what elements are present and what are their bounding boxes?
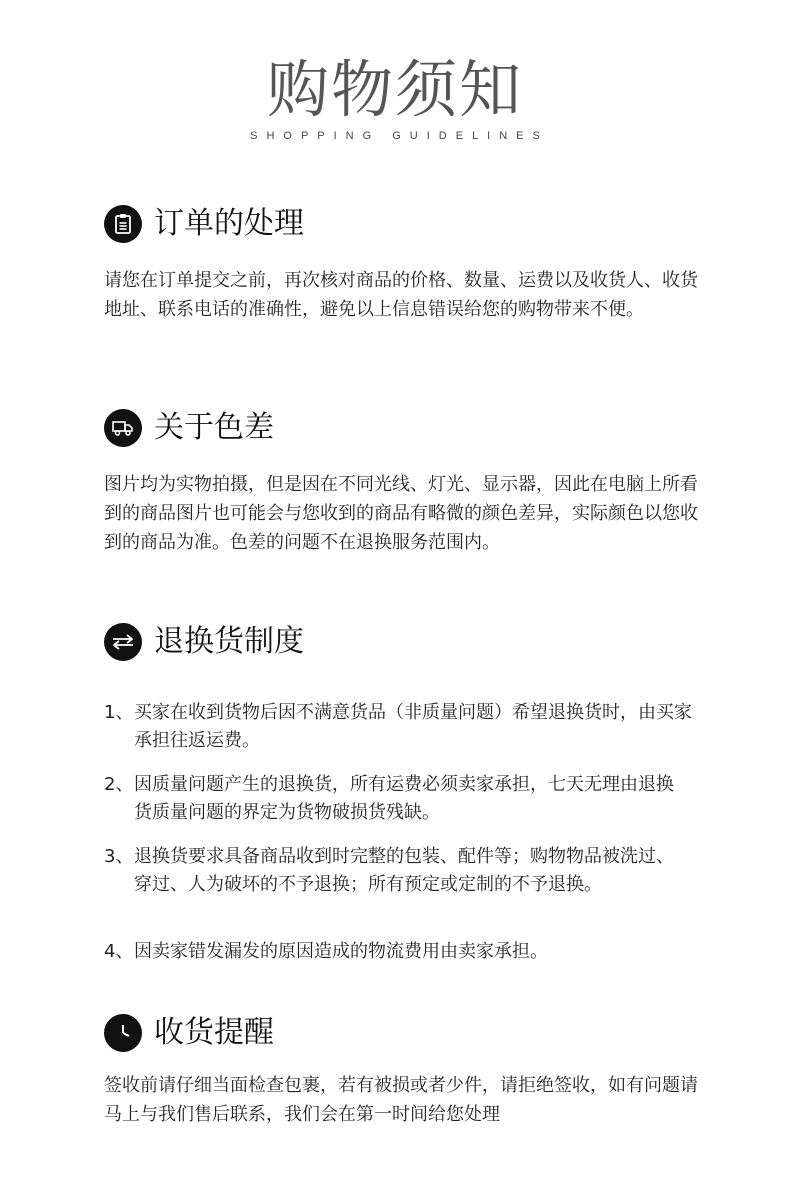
section-receipt-reminder [104,1013,274,1053]
rule-number: 3、 [104,846,134,867]
rule-text: 因质量问题产生的退换货，所有运费必须卖家承担，七天无理由退换货质量问题的界定为货物破损货残缺。 [134,774,674,823]
section-color-difference [104,408,274,448]
page-subtitle: SHOPPING GUIDELINES [250,130,549,142]
list-item [104,771,704,827]
section-order-handling [104,204,304,244]
section-text: 签收前请仔细当面检查包裹，若有被损或者少件，请拒绝签收，如有问题请马上与我们售后联系，我们会在第一时间给您处理 [104,1075,698,1125]
list-item [104,938,704,966]
exchange-arrows-icon [104,623,142,661]
section-title: 关于色差 [154,410,274,445]
section-title: 退换货制度 [154,624,304,659]
clock-icon [104,1014,142,1052]
rule-number: 1、 [104,702,134,723]
clipboard-icon [104,205,142,243]
delivery-truck-icon [104,409,142,447]
section-return-policy [104,622,304,662]
section-title: 订单的处理 [154,206,304,241]
list-item [104,843,704,899]
rule-text: 退换货要求具备商品收到时完整的包装、配件等；购物物品被洗过、穿过、人为破坏的不予退换；所有预定或定制的不予退换。 [134,846,674,895]
rule-text: 因卖家错发漏发的原因造成的物流费用由卖家承担。 [134,941,548,962]
list-item [104,699,704,755]
rule-number: 2、 [104,774,134,795]
rule-number: 4、 [104,941,134,962]
page-title: 购物须知 [266,53,523,126]
rule-text: 买家在收到货物后因不满意货品（非质量问题）希望退换货时，由买家承担往返运费。 [134,702,692,751]
section-text: 图片均为实物拍摄，但是因在不同光线、灯光、显示器，因此在电脑上所看到的商品图片也可能会与您收到的商品有略微的颜色差异，实际颜色以您收到的商品为准。色差的问题不在退换服务范围内。 [104,474,698,553]
section-text: 请您在订单提交之前，再次核对商品的价格、数量、运费以及收货人、收货地址、联系电话的准确性，避免以上信息错误给您的购物带来不便。 [104,270,698,320]
section-title: 收货提醒 [154,1015,274,1050]
